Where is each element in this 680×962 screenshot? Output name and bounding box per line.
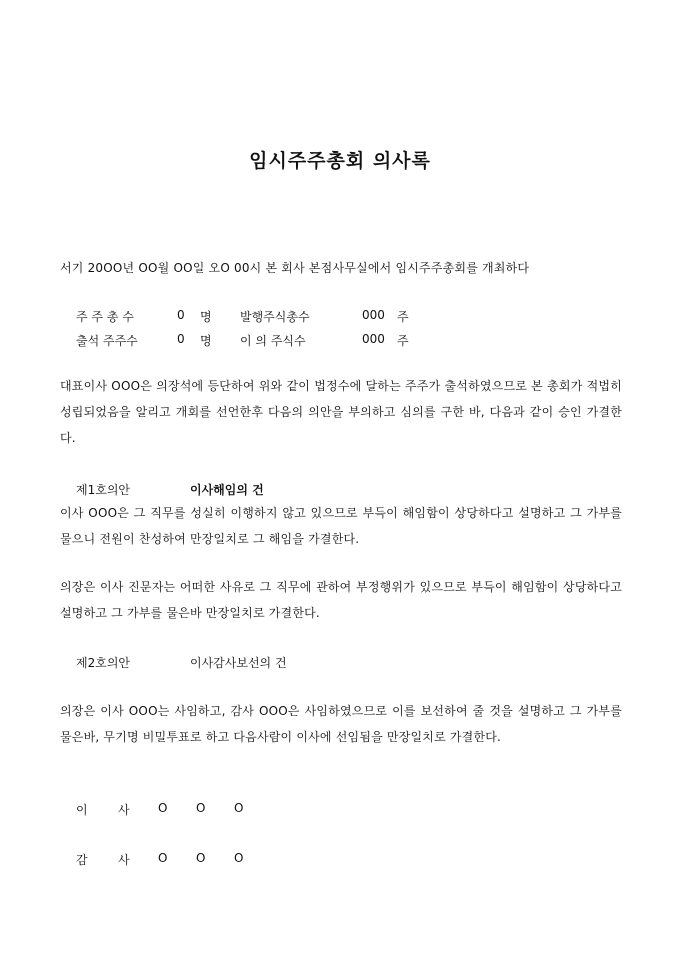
shareholders-row-total: [60, 308, 560, 326]
auditor-role-char1: 감: [76, 853, 88, 867]
objection-shares-value: 000: [362, 332, 385, 346]
director-role-char1: 이: [76, 803, 88, 817]
director-role-char2: 사: [118, 803, 130, 817]
auditor-name-char1: O: [158, 851, 168, 865]
agenda1-number: 제1호의안: [76, 483, 131, 497]
agenda2-paragraph: 의장은 이사 OOO는 사임하고, 감사 OOO은 사임하였으므로 이를 보선하여 줄 것을 설명하고 그 가부를 물은바, 무기명 비밀투표로 하고 다음사람이 이사에 선임됨을 만장일치로 가결한다.: [60, 704, 622, 744]
agenda2-number: 제2호의안: [76, 656, 131, 670]
director-name-char3: O: [234, 801, 244, 815]
officer-row-director: [60, 801, 360, 819]
present-shareholders-label: 출석 주주수: [76, 334, 138, 348]
issued-shares-label: 발행주식총수: [240, 310, 310, 324]
present-shareholders-unit: 명: [200, 334, 212, 348]
present-shareholders-value: 0: [177, 332, 185, 346]
document-title: 임시주주총회 의사록: [249, 150, 431, 172]
issued-shares-value: 000: [362, 308, 385, 322]
total-shareholders-value: 0: [177, 308, 185, 322]
objection-shares-unit: 주: [397, 334, 409, 348]
issued-shares-unit: 주: [397, 310, 409, 324]
director-name-char2: O: [196, 801, 206, 815]
auditor-name-char3: O: [234, 851, 244, 865]
auditor-name-char2: O: [196, 851, 206, 865]
agenda1-paragraph2: 의장은 이사 진문자는 어떠한 사유로 그 직무에 관하여 부정행위가 있으므로 부득이 해임함이 상당하다고 설명하고 그 가부를 물은바 만장일치로 가결한다.: [60, 580, 622, 620]
total-shareholders-unit: 명: [200, 310, 212, 324]
opening-statement: 서기 20OO년 OO월 OO일 오O 00시 본 회사 본점사무실에서 임시주주총회를 개최하다: [60, 261, 530, 275]
total-shareholders-label: 주 주 총 수: [76, 310, 134, 324]
chair-paragraph: 대표이사 OOO은 의장석에 등단하여 위와 같이 법정수에 달하는 주주가 출석하였으므로 본 총회가 적법히 성립되었음을 알리고 개회를 선언한후 다음의 의안을 부의하고 심의를 구한 바, 다음과 같이 승인 가결한다.: [60, 379, 622, 445]
director-name-char1: O: [158, 801, 168, 815]
agenda1-paragraph1: 이사 OOO은 그 직무를 성실히 이행하지 않고 있으므로 부득이 해임함이 상당하다고 설명하고 그 가부를 물으니 전원이 찬성하여 만장일치로 그 해임을 가결한다.: [60, 506, 622, 546]
auditor-role-char2: 사: [118, 853, 130, 867]
agenda2-title: 이사감사보선의 건: [190, 656, 287, 670]
objection-shares-label: 이 의 주식수: [240, 334, 306, 348]
shareholders-row-present: [60, 332, 560, 350]
agenda1-title: 이사해임의 건: [190, 483, 264, 497]
officer-row-auditor: [60, 851, 360, 869]
